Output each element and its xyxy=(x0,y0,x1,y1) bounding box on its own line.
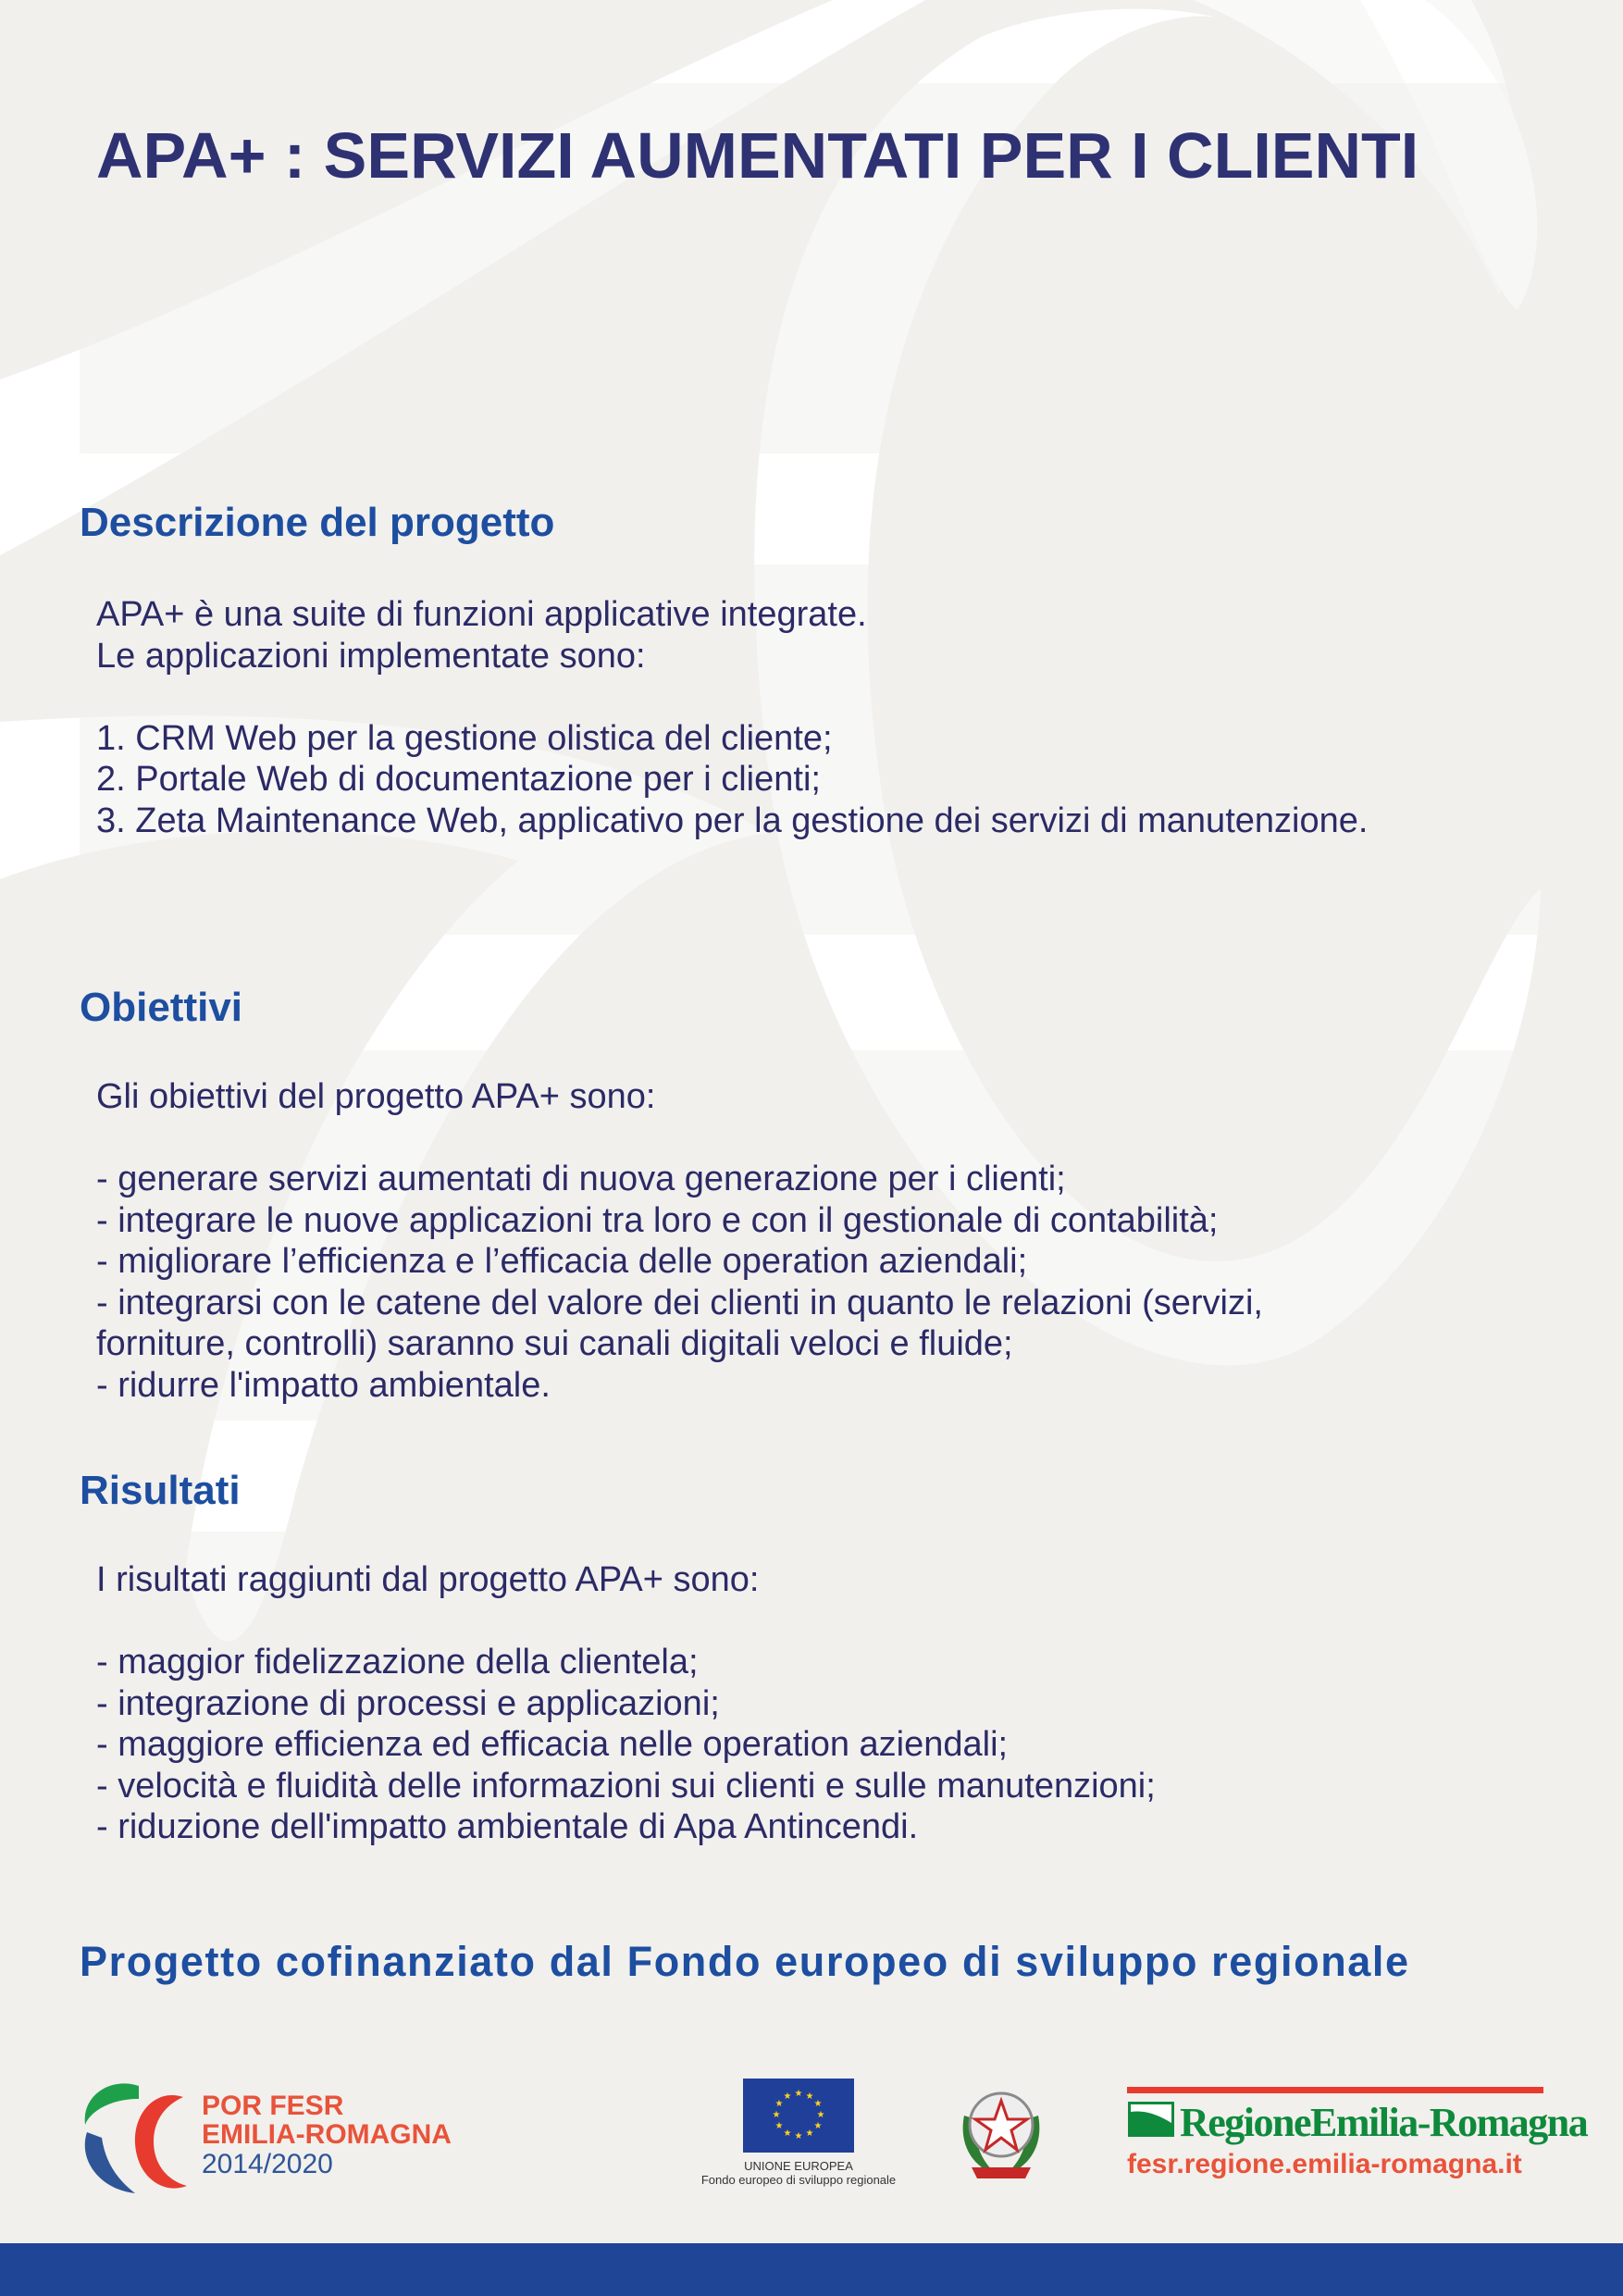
svg-text:★: ★ xyxy=(805,2128,814,2139)
list-item: - ridurre l'impatto ambientale. xyxy=(96,1365,551,1405)
svg-text:★: ★ xyxy=(774,2099,784,2109)
svg-text:★: ★ xyxy=(774,2121,784,2131)
italian-republic-emblem-icon xyxy=(953,2079,1049,2185)
region-url: fesr.regione.emilia-romagna.it xyxy=(1127,2149,1522,2179)
list-item: - migliorare l’efficienza e l’efficacia delle operation aziendali; xyxy=(96,1242,1028,1281)
eu-caption-line1: UNIONE EUROPEA xyxy=(744,2159,853,2173)
spacer xyxy=(96,1118,1540,1160)
list-item: 2. Portale Web di documentazione per i clienti; xyxy=(96,760,821,799)
section-heading-description: Descrizione del progetto xyxy=(80,500,555,545)
region-flag-icon xyxy=(1127,2101,1175,2138)
logo-strip xyxy=(0,2064,1623,2203)
svg-text:★: ★ xyxy=(794,2089,803,2099)
description-text xyxy=(96,594,1540,841)
svg-text:★: ★ xyxy=(816,2110,825,2120)
eu-caption-line2: Fondo europeo di sviluppo regionale xyxy=(700,2173,897,2187)
svg-text:★: ★ xyxy=(794,2131,803,2141)
svg-text:★: ★ xyxy=(813,2099,823,2109)
list-item: 3. Zeta Maintenance Web, applicativo per la gestione dei servizi di manutenzione. xyxy=(96,800,1369,840)
results-text xyxy=(96,1559,1540,1848)
list-item: - integrarsi con le catene del valore dei clienti in quanto le relazioni (servizi, xyxy=(96,1283,1263,1322)
text-line: Gli obiettivi del progetto APA+ sono: xyxy=(96,1077,656,1116)
list-item: - integrare le nuove applicazioni tra loro e con il gestionale di contabilità; xyxy=(96,1200,1219,1240)
spacer xyxy=(96,676,1540,718)
svg-text:★: ★ xyxy=(783,2091,792,2102)
svg-text:★: ★ xyxy=(813,2121,823,2131)
por-fesr-line2: EMILIA-ROMAGNA xyxy=(202,2119,452,2150)
cofinancing-statement: Progetto cofinanziato dal Fondo europeo di sviluppo regionale xyxy=(80,1938,1410,1985)
por-fesr-text xyxy=(202,2091,452,2149)
page-title: APA+ : SERVIZI AUMENTATI PER I CLIENTI xyxy=(96,119,1419,192)
list-item: forniture, controlli) saranno sui canali digitali veloci e fluide; xyxy=(96,1324,1013,1363)
por-fesr-line1: POR FESR xyxy=(202,2091,344,2121)
spacer xyxy=(96,1601,1540,1643)
por-fesr-swirl-icon xyxy=(74,2077,192,2197)
section-heading-objectives: Obiettivi xyxy=(80,985,243,1030)
text-line: I risultati raggiunti dal progetto APA+ sono: xyxy=(96,1560,760,1599)
por-fesr-years: 2014/2020 xyxy=(202,2149,333,2179)
svg-text:★: ★ xyxy=(783,2128,792,2139)
text-line: Le applicazioni implementate sono: xyxy=(96,636,646,676)
svg-text:★: ★ xyxy=(805,2091,814,2102)
eu-caption xyxy=(685,2159,912,2187)
list-item: 1. CRM Web per la gestione olistica del cliente; xyxy=(96,718,833,758)
list-item: - generare servizi aumentati di nuova generazione per i clienti; xyxy=(96,1160,1066,1198)
text-line: APA+ è una suite di funzioni applicative integrate. xyxy=(96,595,867,634)
footer-bar xyxy=(0,2243,1623,2296)
region-logo-bar xyxy=(1127,2087,1543,2093)
list-item: - velocità e fluidità delle informazioni sui clienti e sulle manutenzioni; xyxy=(96,1766,1156,1806)
svg-text:★: ★ xyxy=(772,2110,781,2120)
list-item: - maggiore efficienza ed efficacia nelle operation aziendali; xyxy=(96,1725,1009,1764)
list-item: - integrazione di processi e applicazioni; xyxy=(96,1683,720,1723)
eu-flag-icon xyxy=(743,2079,854,2153)
section-heading-results: Risultati xyxy=(80,1468,241,1513)
region-name: RegioneEmilia-Romagna xyxy=(1180,2100,1588,2145)
list-item: - riduzione dell'impatto ambientale di Apa Antincendi. xyxy=(96,1807,919,1846)
list-item: - maggior fidelizzazione della clientela; xyxy=(96,1643,699,1682)
objectives-text xyxy=(96,1076,1540,1406)
